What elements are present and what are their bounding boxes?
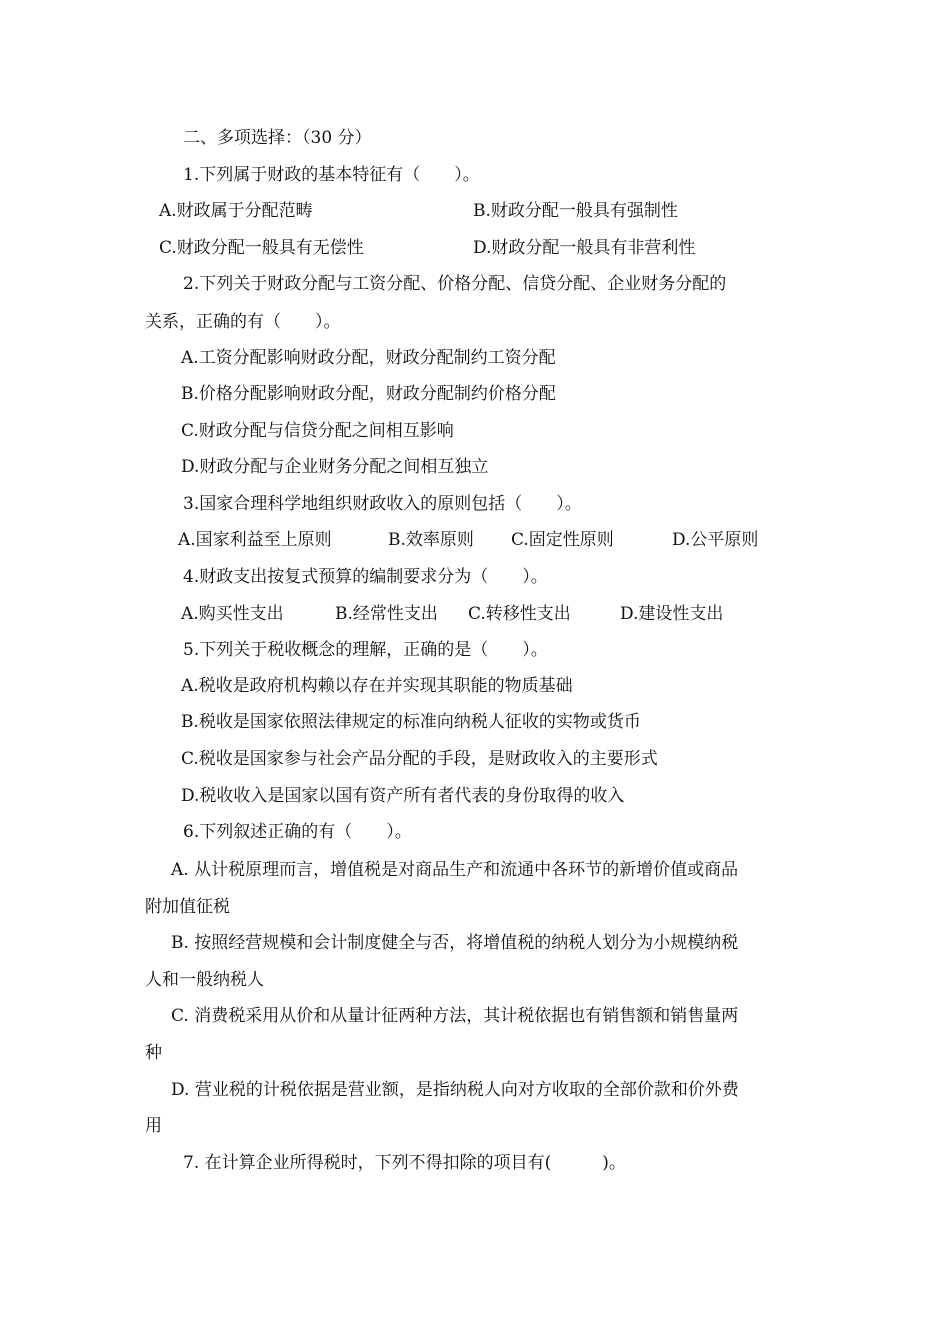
question-3-option-a: A.国家利益至上原则 — [178, 530, 332, 550]
question-6-option-d-line-1: D. 营业税的计税依据是营业额，是指纳税人向对方收取的全部价款和价外费 — [171, 1080, 739, 1100]
question-2-option-d: D.财政分配与企业财务分配之间相互独立 — [181, 457, 489, 477]
question-3-stem: 3.国家合理科学地组织财政收入的原则包括（ ）。 — [183, 494, 582, 514]
section-title: 二、多项选择：（30 分） — [183, 128, 372, 148]
question-4-option-b: B.经常性支出 — [335, 604, 438, 624]
question-5-option-c: C.税收是国家参与社会产品分配的手段，是财政收入的主要形式 — [181, 749, 658, 769]
question-5-option-d: D.税收收入是国家以国有资产所有者代表的身份取得的收入 — [181, 786, 625, 806]
question-6-option-d-line-2: 用 — [145, 1116, 162, 1136]
question-1-stem: 1.下列属于财政的基本特征有（ ）。 — [183, 165, 480, 185]
question-1-option-d: D.财政分配一般具有非营利性 — [473, 238, 696, 258]
question-3-option-d: D.公平原则 — [672, 530, 759, 550]
question-2-stem-line-2: 关系，正确的有（ ）。 — [145, 312, 341, 332]
question-2-option-c: C.财政分配与信贷分配之间相互影响 — [181, 421, 454, 441]
question-3-option-b: B.效率原则 — [388, 530, 474, 550]
question-6-stem: 6.下列叙述正确的有（ ）。 — [183, 822, 412, 842]
question-4-option-a: A.购买性支出 — [181, 604, 284, 624]
question-6-option-a-line-1: A. 从计税原理而言，增值税是对商品生产和流通中各环节的新增价值或商品 — [171, 860, 739, 880]
question-5-stem: 5.下列关于税收概念的理解，正确的是（ ）。 — [183, 640, 548, 660]
question-5-option-b: B.税收是国家依照法律规定的标准向纳税人征收的实物或货币 — [181, 712, 641, 732]
question-4-option-c: C.转移性支出 — [468, 604, 571, 624]
question-6-option-c-line-2: 种 — [145, 1043, 162, 1063]
question-6-option-c-line-1: C. 消费税采用从价和从量计征两种方法，其计税依据也有销售额和销售量两 — [171, 1006, 739, 1026]
question-5-option-a: A.税收是政府机构赖以存在并实现其职能的物质基础 — [181, 676, 573, 696]
question-6-option-b-line-2: 人和一般纳税人 — [145, 970, 264, 990]
question-1-option-c: C.财政分配一般具有无偿性 — [159, 238, 364, 258]
question-2-stem-line-1: 2.下列关于财政分配与工资分配、价格分配、信贷分配、企业财务分配的 — [183, 274, 727, 294]
question-3-option-c: C.固定性原则 — [511, 530, 614, 550]
question-7-stem: 7. 在计算企业所得税时，下列不得扣除的项目有( )。 — [183, 1153, 626, 1173]
question-1-option-a: A.财政属于分配范畴 — [159, 201, 313, 221]
question-2-option-a: A.工资分配影响财政分配，财政分配制约工资分配 — [181, 348, 556, 368]
question-2-option-b: B.价格分配影响财政分配，财政分配制约价格分配 — [181, 384, 556, 404]
question-4-stem: 4.财政支出按复式预算的编制要求分为（ ）。 — [183, 567, 548, 587]
question-1-option-b: B.财政分配一般具有强制性 — [473, 201, 678, 221]
question-4-option-d: D.建设性支出 — [620, 604, 724, 624]
question-6-option-b-line-1: B. 按照经营规模和会计制度健全与否，将增值税的纳税人划分为小规模纳税 — [171, 933, 739, 953]
question-6-option-a-line-2: 附加值征税 — [145, 897, 230, 917]
